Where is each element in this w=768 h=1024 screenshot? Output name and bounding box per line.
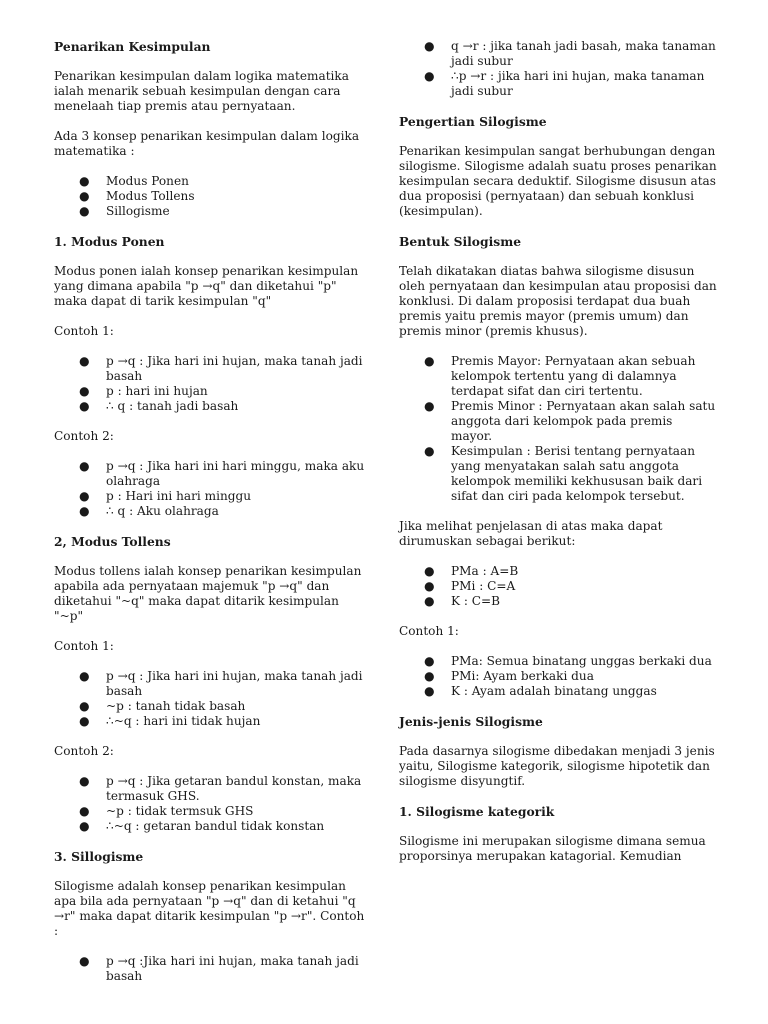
example-label: Contoh 2:	[54, 744, 114, 758]
bentuk-text: Telah dikatakan diatas bahwa silogisme disusun oleh pernyataan dan kesimpulan atau proposisi dan konklusi. Di dalam proposisi terdapat dua buah premis yaitu premis mayor (premis umum) dan premis minor (premis khusus).	[399, 264, 717, 338]
bullet-icon: ●	[424, 669, 435, 683]
list-item: ● p →q : Jika hari ini hari minggu, maka aku olahraga	[79, 459, 365, 488]
list-item: ● ∴~q : hari ini tidak hujan	[79, 714, 261, 728]
concepts-list	[54, 174, 370, 219]
bullet-icon: ●	[424, 354, 435, 368]
list-item: ● p : Hari ini hari minggu	[79, 489, 252, 503]
list-item: ● p →q : Jika hari ini hujan, maka tanah jadi basah	[79, 354, 363, 383]
list-item: ● Premis Minor : Pernyataan akan salah satu anggota dari kelompok pada premis mayor.	[424, 399, 716, 443]
list-item: ● PMa: Semua binatang unggas berkaki dua	[424, 654, 712, 668]
right-column	[399, 39, 717, 864]
example-list	[54, 954, 370, 984]
example-list	[54, 354, 370, 414]
section-heading-sillogisme: 3. Sillogisme	[54, 849, 144, 864]
example-label: Contoh 2:	[54, 429, 114, 443]
list-item: ● Kesimpulan : Berisi tentang pernyataan yang menyatakan salah satu anggota kelompok memiliki kekhususan baik dari sifat dan ciri pada kelompok tersebut.	[424, 444, 703, 503]
premises-list	[399, 354, 717, 504]
intro-paragraph: Penarikan kesimpulan dalam logika matematika ialah menarik sebuah kesimpulan dengan cara menelaah tiap premis atau pernyataan.	[54, 69, 349, 113]
left-column	[54, 39, 370, 984]
list-item: ● Sillogisme	[79, 204, 170, 218]
example-list	[399, 654, 717, 699]
example-list	[54, 669, 370, 729]
bullet-icon: ●	[424, 594, 435, 608]
example-label: Contoh 1:	[54, 324, 114, 338]
list-item: ● K : Ayam adalah binatang unggas	[424, 684, 657, 698]
sillogisme-text: Silogisme adalah konsep penarikan kesimpulan apa bila ada pernyataan "p →q" dan di ketahui "q →r" maka dapat ditarik kesimpulan "p →r". Contoh :	[54, 879, 365, 938]
bullet-icon: ●	[79, 804, 90, 818]
list-item: ● p →q : Jika getaran bandul konstan, maka termasuk GHS.	[79, 774, 362, 803]
list-item: ● p →q : Jika hari ini hujan, maka tanah jadi basah	[79, 669, 363, 698]
list-item: ● Modus Tollens	[79, 189, 195, 203]
list-item: ● ∴ q : tanah jadi basah	[79, 399, 239, 413]
bullet-icon: ●	[424, 69, 435, 83]
bullet-icon: ●	[79, 714, 90, 728]
kategorik-text: Silogisme ini merupakan silogisme dimana semua proporsinya merupakan katagorial. Kemudian	[399, 834, 706, 863]
bullet-icon: ●	[424, 654, 435, 668]
list-item: ● p : hari ini hujan	[79, 384, 208, 398]
list-item: ● K : C=B	[424, 594, 501, 608]
list-item: ● p →q :Jika hari ini hujan, maka tanah jadi basah	[79, 954, 359, 983]
example-list	[54, 774, 370, 834]
modus-ponen-text: Modus ponen ialah konsep penarikan kesimpulan yang dimana apabila "p →q" dan diketahui "p" maka dapat di tarik kesimpulan "q"	[54, 264, 359, 308]
section-heading-modus-ponen: 1. Modus Ponen	[54, 234, 165, 249]
section-heading-kategorik: 1. Silogisme kategorik	[399, 804, 555, 819]
list-item: ● PMi: Ayam berkaki dua	[424, 669, 594, 683]
example-label: Contoh 1:	[54, 639, 114, 653]
bullet-icon: ●	[424, 579, 435, 593]
pengertian-text: Penarikan kesimpulan sangat berhubungan dengan silogisme. Silogisme adalah suatu proses penarikan kesimpulan secara deduktif. Silogisme disusun atas dua proposisi (pernyataan) dan sebuah konklusi (kesimpulan).	[399, 144, 717, 218]
section-heading-jenis: Jenis-jenis Silogisme	[399, 714, 543, 729]
section-heading-bentuk: Bentuk Silogisme	[399, 234, 522, 249]
example-list	[54, 459, 370, 519]
list-item: ● q →r : jika tanah jadi basah, maka tanaman jadi subur	[424, 39, 716, 68]
formula-intro: Jika melihat penjelasan di atas maka dapat dirumuskan sebagai berikut:	[399, 519, 663, 548]
bullet-icon: ●	[79, 204, 90, 218]
bullet-icon: ●	[424, 444, 435, 458]
list-item: ● Modus Ponen	[79, 174, 189, 188]
list-item: ● Premis Mayor: Pernyataan akan sebuah kelompok tertentu yang di dalamnya terdapat sifat dan ciri tertentu.	[424, 354, 696, 398]
bullet-icon: ●	[79, 189, 90, 203]
list-item: ● PMa : A=B	[424, 564, 519, 578]
bullet-icon: ●	[424, 564, 435, 578]
bullet-icon: ●	[79, 699, 90, 713]
bullet-icon: ●	[79, 489, 90, 503]
list-item: ● ~p : tanah tidak basah	[79, 699, 246, 713]
bullet-icon: ●	[79, 774, 90, 788]
list-item: ● ∴p →r : jika hari ini hujan, maka tanaman jadi subur	[424, 69, 705, 98]
concepts-intro: Ada 3 konsep penarikan kesimpulan dalam logika matematika :	[54, 129, 360, 158]
bullet-icon: ●	[79, 459, 90, 473]
bullet-icon: ●	[79, 669, 90, 683]
list-item: ● ~p : tidak termsuk GHS	[79, 804, 254, 818]
modus-tollens-text: Modus tollens ialah konsep penarikan kesimpulan apabila ada pernyataan majemuk "p →q" dan diketahui "~q" maka dapat ditarik kesimpulan "~p"	[54, 564, 362, 623]
bullet-icon: ●	[424, 399, 435, 413]
bullet-icon: ●	[79, 819, 90, 833]
bullet-icon: ●	[424, 684, 435, 698]
doc-title: Penarikan Kesimpulan	[54, 39, 211, 54]
list-item: ● PMi : C=A	[424, 579, 516, 593]
example-label: Contoh 1:	[399, 624, 459, 638]
bullet-icon: ●	[79, 954, 90, 968]
formula-list	[399, 564, 717, 609]
list-item: ● ∴~q : getaran bandul tidak konstan	[79, 819, 325, 833]
bullet-icon: ●	[79, 504, 90, 518]
bullet-icon: ●	[79, 354, 90, 368]
example-list	[399, 39, 717, 99]
bullet-icon: ●	[79, 384, 90, 398]
bullet-icon: ●	[424, 39, 435, 53]
section-heading-modus-tollens: 2, Modus Tollens	[54, 534, 171, 549]
bullet-icon: ●	[79, 174, 90, 188]
bullet-icon: ●	[79, 399, 90, 413]
list-item: ● ∴ q : Aku olahraga	[79, 504, 219, 518]
jenis-text: Pada dasarnya silogisme dibedakan menjadi 3 jenis yaitu, Silogisme kategorik, silogisme hipotetik dan silogisme disyungtif.	[399, 744, 715, 788]
section-heading-pengertian: Pengertian Silogisme	[399, 114, 547, 129]
